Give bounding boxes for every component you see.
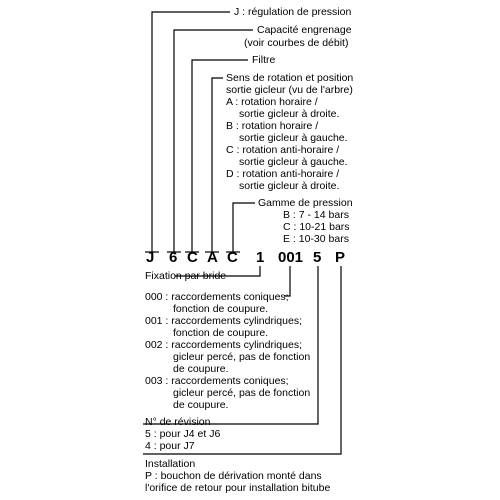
label-r003-1: 003 : raccordements coniques; xyxy=(145,375,289,387)
label-sens-2: sortie gicleur (vu de l'arbre) xyxy=(226,84,353,96)
code-letter-pressure: C xyxy=(227,249,238,266)
label-r001-2: fonction de coupure. xyxy=(173,327,269,339)
label-install-p2: l'orifice de retour pour installation bitube xyxy=(145,482,331,494)
label-revision-4: 4 : pour J7 xyxy=(145,440,195,452)
label-install-p: P : bouchon de dérivation monté dans xyxy=(145,470,322,482)
label-gamme-title: Gamme de pression xyxy=(258,197,353,209)
code-digit-revision: 5 xyxy=(313,249,322,266)
label-sens-b1: B : rotation horaire / xyxy=(226,120,319,132)
code-digit-capacity: 6 xyxy=(169,249,178,266)
label-install-title: Installation xyxy=(145,458,196,470)
label-r000-2: fonction de coupure. xyxy=(173,303,269,315)
label-gamme-b: B : 7 - 14 bars xyxy=(283,209,349,221)
code-letter-filter: C xyxy=(187,249,198,266)
label-r002-3: de coupure. xyxy=(173,363,229,375)
label-sens-c1: C : rotation anti-horaire / xyxy=(226,144,340,156)
label-sens-1: Sens de rotation et position xyxy=(226,72,354,84)
label-sens-a2: sortie gicleur à droite. xyxy=(239,108,340,120)
label-fixation: Fixation par bride xyxy=(145,270,227,282)
label-r002-2: gicleur percé, pas de fonction xyxy=(173,351,311,363)
label-r000-1: 000 : raccordements coniques; xyxy=(145,291,289,303)
label-sens-c2: sortie gicleur à gauche. xyxy=(239,156,348,168)
code-letter-rotation: A xyxy=(207,249,218,266)
label-r001-1: 001 : raccordements cylindriques; xyxy=(145,315,302,327)
label-r003-3: de coupure. xyxy=(173,399,229,411)
label-filtre: Filtre xyxy=(252,54,276,66)
label-gamme-c: C : 10-21 bars xyxy=(283,221,350,233)
label-r002-1: 002 : raccordements cylindriques; xyxy=(145,339,302,351)
label-capacite-2: (voir courbes de débit) xyxy=(244,37,349,49)
label-sens-a1: A : rotation horaire / xyxy=(226,96,318,108)
code-letter-j: J xyxy=(146,249,155,266)
label-sens-d1: D : rotation anti-horaire / xyxy=(226,168,340,180)
label-gamme-e: E : 10-30 bars xyxy=(283,233,349,245)
label-r003-2: gicleur percé, pas de fonction xyxy=(173,387,311,399)
code-letter-install: P xyxy=(335,249,346,266)
label-capacite-1: Capacité engrenage xyxy=(257,24,352,36)
code-connections: 001 xyxy=(278,249,304,266)
label-sens-b2: sortie gicleur à gauche. xyxy=(239,132,348,144)
label-revision-5: 5 : pour J4 et J6 xyxy=(145,428,221,440)
label-revision-title: N° de révision xyxy=(145,416,211,428)
code-digit-mounting: 1 xyxy=(256,249,265,266)
label-regulation: J : régulation de pression xyxy=(234,6,352,18)
label-sens-d2: sortie gicleur à droite. xyxy=(239,180,340,192)
